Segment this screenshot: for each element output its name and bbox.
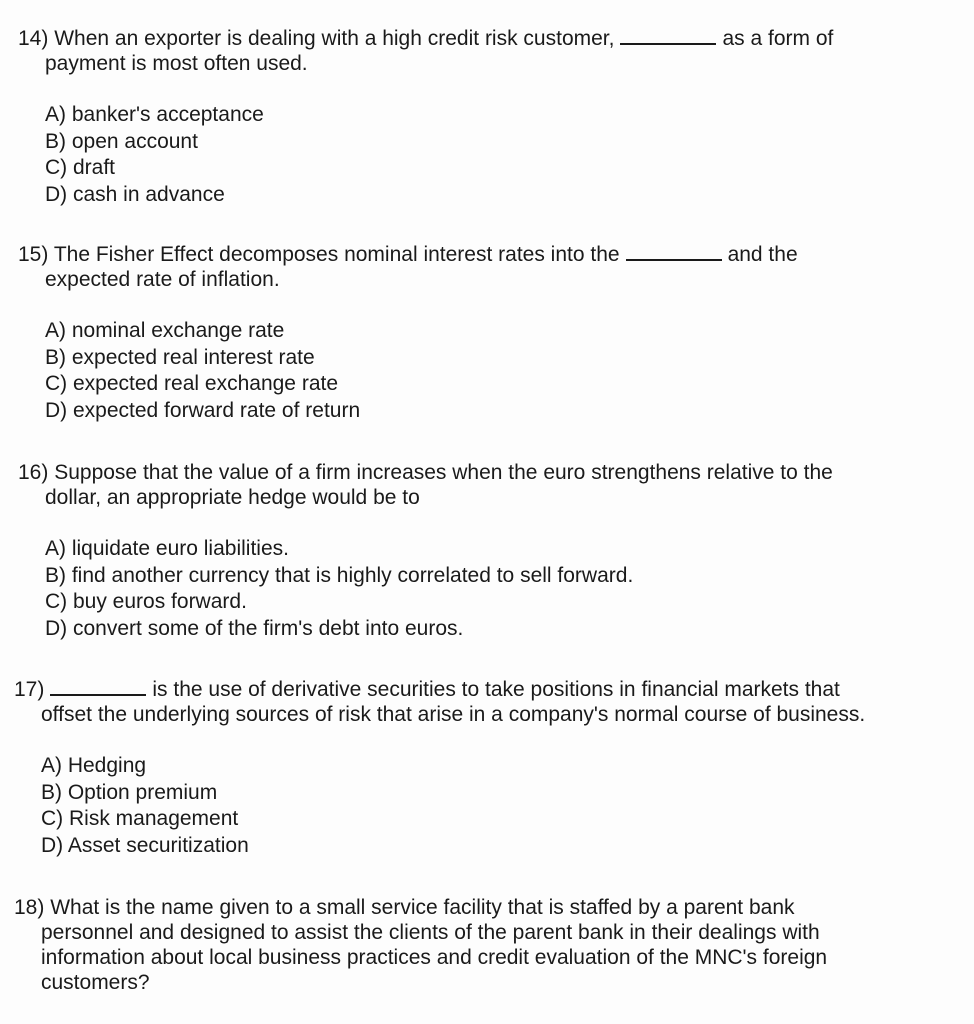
stem-text-before-blank: When an exporter is dealing with a high credit risk customer, bbox=[54, 27, 615, 50]
question-number: 16) bbox=[18, 461, 49, 484]
stem-line-2: dollar, an appropriate hedge would be to bbox=[45, 486, 420, 509]
option-a: A) nominal exchange rate bbox=[45, 319, 285, 342]
option-d: D) cash in advance bbox=[45, 182, 225, 206]
option-c: C) buy euros forward. bbox=[45, 590, 247, 613]
question-18 bbox=[14, 895, 968, 995]
option-b: B) expected real interest rate bbox=[45, 345, 315, 369]
stem-text-before-blank: The Fisher Effect decomposes nominal interest rates into the bbox=[53, 243, 620, 266]
stem-line-1 bbox=[14, 895, 968, 920]
question-stem bbox=[14, 677, 968, 727]
stem-text: Suppose that the value of a firm increases when the euro strengthens relative to the bbox=[54, 461, 833, 484]
stem-line-1 bbox=[14, 677, 968, 702]
stem-line-2: offset the underlying sources of risk that arise in a company's normal course of business. bbox=[41, 703, 866, 726]
option-b: B) find another currency that is highly correlated to sell forward. bbox=[45, 563, 634, 587]
question-number: 15) bbox=[18, 243, 49, 266]
question-15 bbox=[18, 242, 968, 424]
answer-blank bbox=[620, 27, 716, 45]
question-stem bbox=[18, 242, 968, 292]
option-d: D) convert some of the firm's debt into euros. bbox=[45, 616, 464, 640]
question-16 bbox=[18, 460, 968, 642]
stem-line-1 bbox=[18, 26, 968, 51]
stem-line-1 bbox=[18, 460, 968, 485]
stem-text-after-blank: and the bbox=[727, 243, 798, 266]
option-a: A) Hedging bbox=[41, 754, 147, 777]
answer-blank bbox=[50, 678, 146, 696]
question-stem bbox=[18, 26, 968, 76]
stem-line-1 bbox=[18, 242, 968, 267]
question-stem bbox=[14, 895, 968, 995]
stem-line-2: personnel and designed to assist the clients of the parent bank in their dealings with bbox=[41, 921, 820, 944]
option-a: A) liquidate euro liabilities. bbox=[45, 537, 289, 560]
question-number: 14) bbox=[18, 27, 49, 50]
option-c: C) draft bbox=[45, 156, 116, 179]
answer-options bbox=[18, 318, 968, 424]
option-d: D) Asset securitization bbox=[41, 833, 249, 857]
option-d: D) expected forward rate of return bbox=[45, 398, 361, 422]
answer-options bbox=[14, 753, 968, 859]
option-a: A) banker's acceptance bbox=[45, 103, 264, 126]
option-c: C) expected real exchange rate bbox=[45, 372, 339, 395]
question-number: 17) bbox=[14, 678, 45, 701]
answer-options bbox=[18, 536, 968, 642]
stem-line-2: expected rate of inflation. bbox=[45, 268, 280, 291]
stem-text-after-blank: is the use of derivative securities to take positions in financial markets that bbox=[152, 678, 840, 701]
stem-line-3: information about local business practices and credit evaluation of the MNC's foreign bbox=[41, 946, 828, 969]
answer-blank bbox=[626, 243, 722, 261]
question-stem bbox=[18, 460, 968, 510]
question-14 bbox=[18, 26, 968, 208]
stem-text: What is the name given to a small service facility that is staffed by a parent bank bbox=[50, 896, 795, 919]
stem-text-after-blank: as a form of bbox=[722, 27, 834, 50]
option-b: B) open account bbox=[45, 129, 198, 153]
question-17 bbox=[14, 677, 968, 859]
answer-options bbox=[18, 102, 968, 208]
question-number: 18) bbox=[14, 896, 45, 919]
stem-line-2: payment is most often used. bbox=[45, 52, 308, 75]
option-b: B) Option premium bbox=[41, 780, 218, 804]
stem-line-4: customers? bbox=[41, 971, 150, 994]
option-c: C) Risk management bbox=[41, 807, 239, 830]
